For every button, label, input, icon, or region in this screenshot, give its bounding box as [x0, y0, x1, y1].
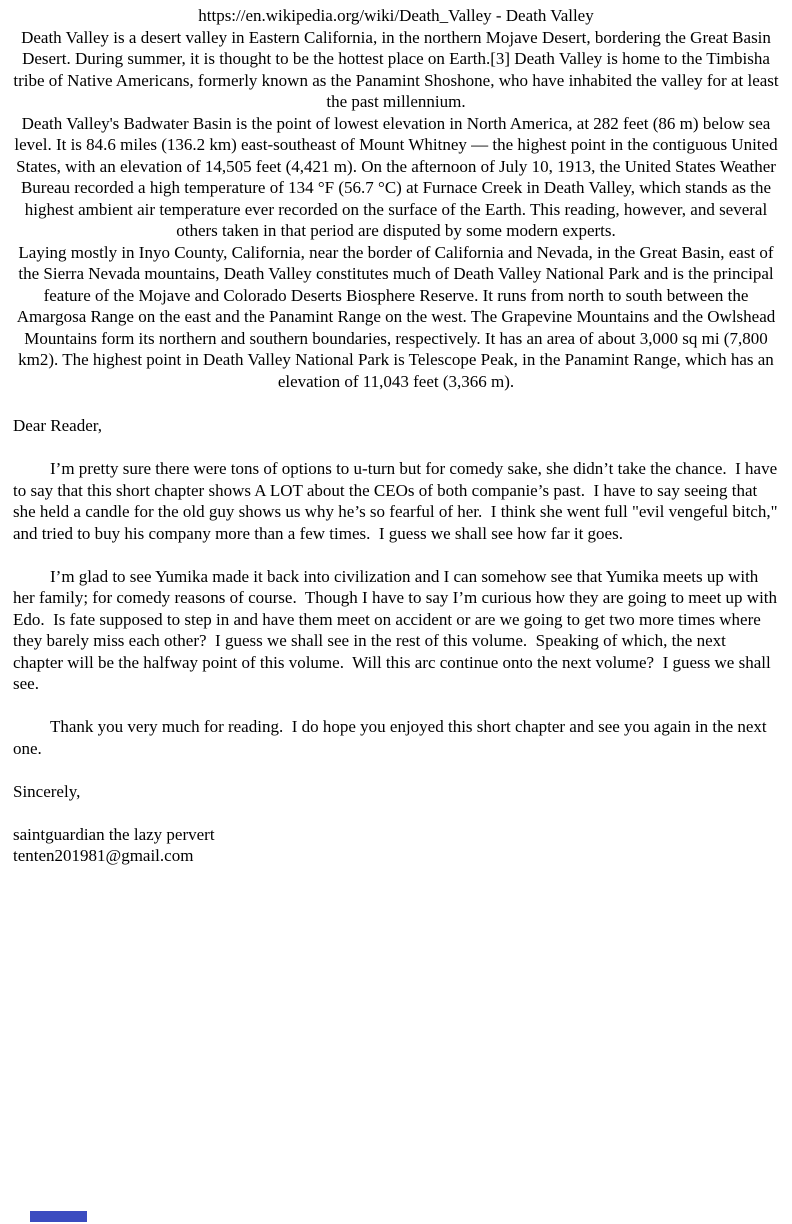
letter-paragraph-1: I’m pretty sure there were tons of options to u-turn but for comedy sake, she didn’t take the chance. I have to say that this short chapter shows A LOT about the CEOs of both companie’s past. I have to say seeing that she held a candle for the old guy shows us why he’s so fearful of her. I think she went full "evil vengeful bitch," and tried to buy his company more than a few times. I guess we shall see how far it goes.	[13, 459, 782, 543]
reader-letter	[13, 415, 782, 867]
wiki-paragraph-1: Death Valley is a desert valley in Eastern California, in the northern Mojave Desert, bordering the Great Basin Desert. During summer, it is thought to be the hottest place on Earth.[3] Death Valley is home to the Timbisha tribe of Native Americans, formerly known as the Panamint Shoshone, who have inhabited the valley for at least the past millennium.	[13, 27, 783, 111]
signature-email: tenten201981@gmail.com	[13, 846, 194, 865]
closing: Sincerely,	[13, 781, 81, 801]
signature-name: saintguardian the lazy pervert	[13, 824, 215, 844]
footer-blue-marker	[30, 1211, 87, 1222]
salutation: Dear Reader,	[13, 416, 102, 435]
wiki-excerpt-block	[13, 5, 783, 392]
wiki-paragraph-2: Death Valley's Badwater Basin is the point of lowest elevation in North America, at 282 feet (86 m) below sea level. It is 84.6 miles (136.2 km) east-southeast of Mount Whitney — the highest point in the contiguous United States, with an elevation of 14,505 feet (4,421 m). On the afternoon of July 10, 1913, the United States Weather Bureau recorded a high temperature of 134 °F (56.7 °C) at Furnace Creek in Death Valley, which stands as the highest ambient air temperature ever recorded on the surface of the Earth. This reading, however, and several others taken in that period are disputed by some modern experts.	[14, 113, 782, 240]
source-url-line: https://en.wikipedia.org/wiki/Death_Valley - Death Valley	[198, 6, 594, 25]
signature-block	[13, 824, 779, 867]
letter-paragraph-3: Thank you very much for reading. I do hope you enjoyed this short chapter and see you again in the next one.	[13, 717, 771, 758]
letter-paragraph-2: I’m glad to see Yumika made it back into civilization and I can somehow see that Yumika meets up with her family; for comedy reasons of course. Though I have to say I’m curious how they are going to meet up with Edo. Is fate supposed to step in and have them meet on accident or are we going to get two more times where they barely miss each other? I guess we shall see in the rest of this volume. Speaking of which, the next chapter will be the halfway point of this volume. Will this arc continue onto the next volume? I guess we shall see.	[13, 566, 782, 693]
wiki-paragraph-3: Laying mostly in Inyo County, California, near the border of California and Nevada, in the Great Basin, east of the Sierra Nevada mountains, Death Valley constitutes much of Death Valley National Park and is the principal feature of the Mojave and Colorado Deserts Biosphere Reserve. It runs from north to south between the Amargosa Range on the east and the Panamint Range on the west. The Grapevine Mountains and the Owlshead Mountains form its northern and southern boundaries, respectively. It has an area of about 3,000 sq mi (7,800 km2). The highest point in Death Valley National Park is Telescope Peak, in the Panamint Range, which has an elevation of 11,043 feet (3,366 m).	[16, 242, 780, 391]
